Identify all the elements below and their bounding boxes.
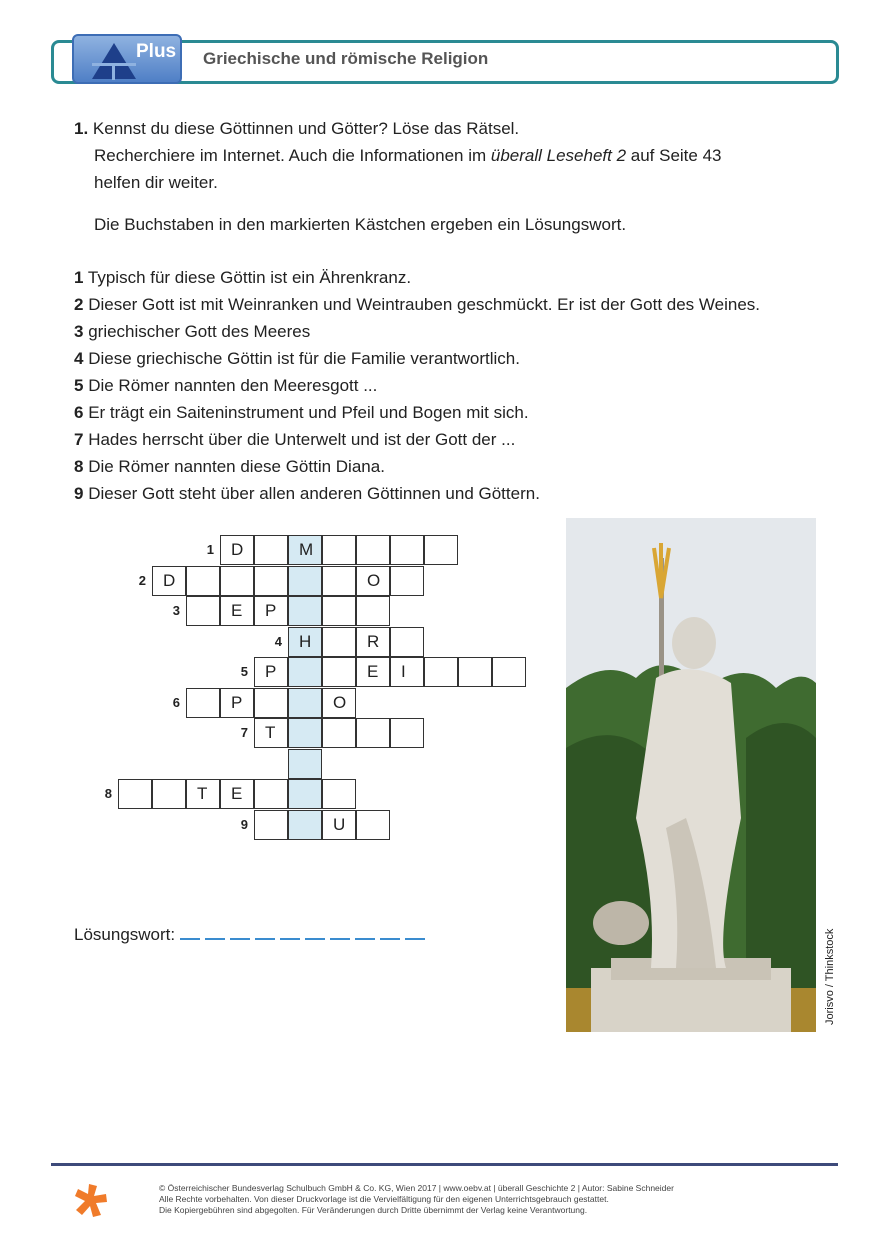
solution-blank[interactable] [255, 922, 275, 940]
clue-number: 6 [74, 403, 84, 422]
clue-text: Dieser Gott ist mit Weinranken und Weintrauben geschmückt. Er ist der Gott des Weines. [88, 295, 760, 314]
solution-label: Lösungswort: [74, 925, 176, 944]
footer-line-1: © Österreichischer Bundesverlag Schulbuch GmbH & Co. KG, Wien 2017 | www.oebv.at | überall Geschichte 2 | Autor: Sabine Schneider [159, 1183, 674, 1193]
solution-blank[interactable] [280, 922, 300, 940]
clue-text: Typisch für diese Göttin ist ein Ährenkranz. [87, 268, 412, 287]
crossword-solution-cell[interactable] [288, 810, 322, 840]
crossword-cell[interactable] [458, 657, 492, 687]
clue-number: 2 [74, 295, 84, 314]
crossword-row-number: 8 [104, 786, 112, 801]
task-line-1: Kennst du diese Göttinnen und Götter? Löse das Rätsel. [92, 119, 520, 138]
clue-list [74, 264, 760, 507]
crossword-cell[interactable] [322, 535, 356, 565]
crossword-solution-cell[interactable]: H [288, 627, 322, 657]
task-line-2b: auf Seite 43 [626, 146, 722, 165]
logo-text: Plus [136, 41, 177, 62]
crossword-cell[interactable] [356, 810, 390, 840]
crossword-cell[interactable]: E [356, 657, 390, 687]
crossword-cell[interactable]: P [220, 688, 254, 718]
clue-text: Dieser Gott steht über allen anderen Göttinnen und Göttern. [88, 484, 540, 503]
crossword-cell[interactable] [322, 566, 356, 596]
solution-blank[interactable] [230, 922, 250, 940]
task-number: 1. [74, 119, 89, 138]
solution-blank[interactable] [405, 922, 425, 940]
crossword-row-number: 2 [138, 572, 146, 588]
crossword-cell[interactable]: E [220, 596, 254, 626]
task-line-2-italic: überall Leseheft 2 [490, 146, 627, 165]
crossword-solution-cell[interactable] [288, 596, 322, 626]
clue-item [74, 453, 760, 480]
clue-text: Die Römer nannten den Meeresgott ... [88, 376, 378, 395]
crossword-cell[interactable] [254, 688, 288, 718]
solution-blank[interactable] [180, 922, 200, 940]
crossword-cell[interactable] [254, 810, 288, 840]
clue-text: Die Römer nannten diese Göttin Diana. [88, 457, 385, 476]
clue-item [74, 480, 760, 507]
crossword-cell[interactable] [118, 779, 152, 809]
crossword-row-number: 7 [240, 725, 248, 740]
crossword-cell[interactable] [186, 596, 220, 626]
clue-item [74, 291, 760, 318]
crossword-cell[interactable]: I [390, 657, 424, 687]
clue-number: 9 [74, 484, 84, 503]
publisher-logo-icon [73, 1182, 109, 1218]
crossword-cell[interactable] [356, 535, 390, 565]
solution-blanks [180, 925, 430, 944]
crossword-cell[interactable]: D [220, 535, 254, 565]
solution-blank[interactable] [355, 922, 375, 940]
solution-blank[interactable] [205, 922, 225, 940]
clue-number: 1 [74, 268, 84, 287]
footer-line-3: Die Kopiergebühren sind abgegolten. Für Veränderungen durch Dritte übernimmt der Verlag keine Verantwortung. [159, 1205, 588, 1215]
clue-number: 4 [74, 349, 84, 368]
crossword-cell[interactable]: R [356, 627, 390, 657]
page-title: Griechische und römische Religion [203, 49, 489, 68]
crossword-cell[interactable] [390, 627, 424, 657]
crossword-cell[interactable] [390, 535, 424, 565]
clue-item [74, 345, 760, 372]
clue-item [74, 318, 760, 345]
crossword-cell[interactable] [492, 657, 526, 687]
clue-number: 3 [74, 322, 84, 341]
clue-item [74, 264, 760, 291]
crossword-cell[interactable]: O [322, 688, 356, 718]
crossword-cell[interactable] [390, 718, 424, 748]
crossword-cell[interactable]: T [254, 718, 288, 748]
footer-divider [51, 1163, 838, 1166]
crossword-cell[interactable] [254, 779, 288, 809]
crossword-cell[interactable] [254, 535, 288, 565]
crossword-cell[interactable]: O [356, 566, 390, 596]
task-line-3: helfen dir weiter. [94, 173, 218, 192]
clue-number: 7 [74, 430, 84, 449]
footer-line-2: Alle Rechte vorbehalten. Von dieser Druckvorlage ist die Vervielfältigung für den eigenen Unterrichtsgebrauch gestattet. [159, 1194, 609, 1204]
crossword-cell[interactable] [322, 779, 356, 809]
solution-blank[interactable] [380, 922, 400, 940]
crossword-cell[interactable]: P [254, 657, 288, 687]
task-line-2a: Recherchiere im Internet. Auch die Informationen im [94, 146, 491, 165]
solution-line [74, 922, 430, 948]
crossword-cell[interactable] [322, 596, 356, 626]
clue-item [74, 426, 760, 453]
crossword-cell[interactable] [152, 779, 186, 809]
clue-number: 8 [74, 457, 84, 476]
crossword-row-number: 9 [240, 816, 248, 832]
crossword-solution-cell[interactable] [288, 749, 322, 779]
crossword-row-number: 1 [206, 542, 214, 557]
plus-logo [72, 34, 182, 84]
clue-text: Diese griechische Göttin ist für die Familie verantwortlich. [88, 349, 520, 368]
crossword-cell[interactable] [424, 535, 458, 565]
crossword-solution-cell[interactable] [288, 718, 322, 748]
crossword-cell[interactable] [322, 657, 356, 687]
clue-item [74, 372, 760, 399]
crossword-solution-cell[interactable] [288, 688, 322, 718]
crossword-cell[interactable] [390, 566, 424, 596]
crossword-cell[interactable] [424, 657, 458, 687]
crossword-cell[interactable] [356, 596, 390, 626]
neptune-statue-photo [566, 518, 816, 1032]
clue-item [74, 399, 760, 426]
crossword-cell[interactable] [356, 718, 390, 748]
crossword-row-number: 4 [274, 633, 282, 649]
footer-text [159, 1183, 674, 1216]
solution-blank[interactable] [305, 922, 325, 940]
photo-credit: Jorisvo / Thinkstock [824, 928, 836, 1025]
crossword-solution-cell[interactable] [288, 566, 322, 596]
crossword-solution-cell[interactable] [288, 779, 322, 809]
crossword-cell[interactable] [254, 566, 288, 596]
crossword-row-number: 6 [172, 694, 180, 710]
crossword-cell[interactable] [322, 627, 356, 657]
crossword-row-number: 3 [172, 603, 180, 618]
crossword-row-number: 5 [240, 664, 248, 679]
crossword-cell[interactable]: P [254, 596, 288, 626]
crossword-solution-cell[interactable]: M [288, 535, 322, 565]
crossword-cell[interactable] [220, 566, 254, 596]
clue-text: Er trägt ein Saiteninstrument und Pfeil und Bogen mit sich. [88, 403, 529, 422]
crossword-cell[interactable]: U [322, 810, 356, 840]
crossword-cell[interactable] [186, 688, 220, 718]
task-instructions [74, 115, 722, 196]
crossword-cell[interactable] [322, 718, 356, 748]
crossword-cell[interactable]: D [152, 566, 186, 596]
crossword-solution-cell[interactable] [288, 657, 322, 687]
crossword-cell[interactable]: E [220, 779, 254, 809]
clue-number: 5 [74, 376, 84, 395]
crossword-cell[interactable]: T [186, 779, 220, 809]
task-note: Die Buchstaben in den markierten Kästchen ergeben ein Lösungswort. [94, 215, 627, 234]
crossword-cell[interactable] [186, 566, 220, 596]
solution-blank[interactable] [330, 922, 350, 940]
clue-text: Hades herrscht über die Unterwelt und ist der Gott der ... [88, 430, 516, 449]
clue-text: griechischer Gott des Meeres [88, 322, 311, 341]
